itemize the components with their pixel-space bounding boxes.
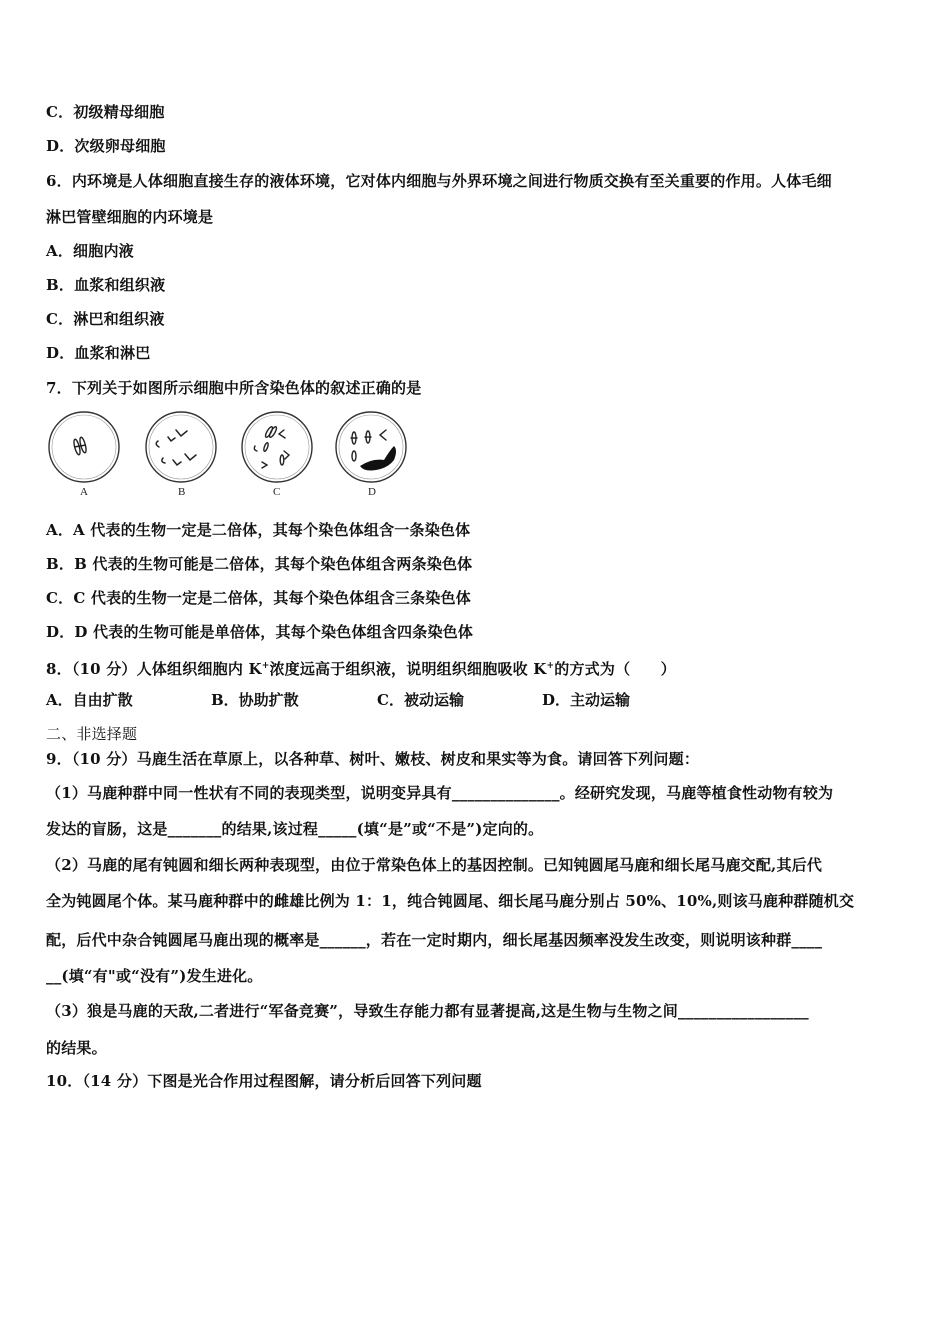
- q8-option-c: C．被动运输: [377, 691, 464, 709]
- cell-d-diagram: [332, 410, 410, 488]
- q8-option-d: D．主动运输: [542, 691, 631, 709]
- cell-b-diagram: [142, 410, 220, 488]
- q8-stem-part1: 8．（10 分）人体组织细胞内 K: [46, 660, 262, 678]
- cell-a-label: A: [80, 486, 88, 498]
- cell-a-diagram: [46, 410, 124, 488]
- q8-option-b: B．协助扩散: [211, 691, 299, 709]
- q8-stem-part2: 浓度远高于组织液，说明组织细胞吸收 K: [269, 660, 547, 678]
- q6-stem-line1: 6．内环境是人体细胞直接生存的液体环境，它对体内细胞与外界环境之间进行物质交换有至关重要的作用。人体毛细: [46, 172, 832, 190]
- q7-option-d: D．D 代表的生物可能是单倍体，其每个染色体组含四条染色体: [46, 623, 474, 641]
- q8-stem-part3: 的方式为（ ）: [554, 660, 676, 678]
- q7-stem: 7．下列关于如图所示细胞中所含染色体的叙述正确的是: [46, 379, 422, 397]
- q8-stem: [46, 656, 676, 679]
- q6-option-d: D．血浆和淋巴: [46, 344, 151, 362]
- q9-stem: 9．（10 分）马鹿生活在草原上，以各种草、树叶、嫩枝、树皮和果实等为食。请回答下列问题：: [46, 750, 700, 768]
- q9-part1-line2: 发达的盲肠，这是_______的结果,该过程_____(填“是”或“不是”)定向的。: [46, 820, 544, 838]
- q9-part2-line1: （2）马鹿的尾有钝圆和细长两种表现型，由位于常染色体上的基因控制。已知钝圆尾马鹿和细长尾马鹿交配,其后代: [46, 856, 823, 874]
- cell-d-label: D: [368, 486, 376, 498]
- q8-option-a: A．自由扩散: [46, 691, 133, 709]
- q7-option-c: C．C 代表的生物一定是二倍体，其每个染色体组含三条染色体: [46, 589, 471, 607]
- q9-part2-line3: 配，后代中杂合钝圆尾马鹿出现的概率是______，若在一定时期内，细长尾基因频率没发生改变，则说明该种群____: [46, 931, 823, 949]
- cell-c-label: C: [273, 486, 281, 498]
- q7-option-a: A．A 代表的生物一定是二倍体，其每个染色体组含一条染色体: [46, 521, 471, 539]
- q6-option-c: C．淋巴和组织液: [46, 310, 165, 328]
- q8-superscript-1: +: [261, 661, 270, 671]
- q5-option-c: C．初级精母细胞: [46, 103, 165, 121]
- q5-option-d: D．次级卵母细胞: [46, 137, 166, 155]
- q9-part2-line4: __(填“有"或“没有”)发生进化。: [46, 967, 263, 985]
- q9-part1-line1: （1）马鹿种群中同一性状有不同的表现类型，说明变异具有______________。经研究发现，马鹿等植食性动物有较为: [46, 784, 834, 802]
- q9-part2-line2: 全为钝圆尾个体。某马鹿种群中的雌雄比例为 1：1，纯合钝圆尾、细长尾马鹿分别占 50%、10%,则该马鹿种群随机交: [46, 892, 855, 910]
- cell-b-label: B: [178, 486, 186, 498]
- q9-part3-line1: （3）狼是马鹿的天敌,二者进行“军备竞赛”，导致生存能力都有显著提高,这是生物与生物之间_________________: [46, 1002, 809, 1020]
- q9-part3-line2: 的结果。: [46, 1039, 107, 1057]
- q6-option-b: B．血浆和组织液: [46, 276, 166, 294]
- section-heading: 二、非选择题: [46, 725, 138, 743]
- q10-stem: 10．（14 分）下图是光合作用过程图解，请分析后回答下列问题: [46, 1072, 482, 1090]
- q6-option-a: A．细胞内液: [46, 242, 134, 260]
- q6-stem-line2: 淋巴管壁细胞的内环境是: [46, 208, 214, 226]
- q8-superscript-2: +: [546, 661, 555, 671]
- q7-option-b: B．B 代表的生物可能是二倍体，其每个染色体组含两条染色体: [46, 555, 473, 573]
- cell-c-diagram: [238, 410, 316, 488]
